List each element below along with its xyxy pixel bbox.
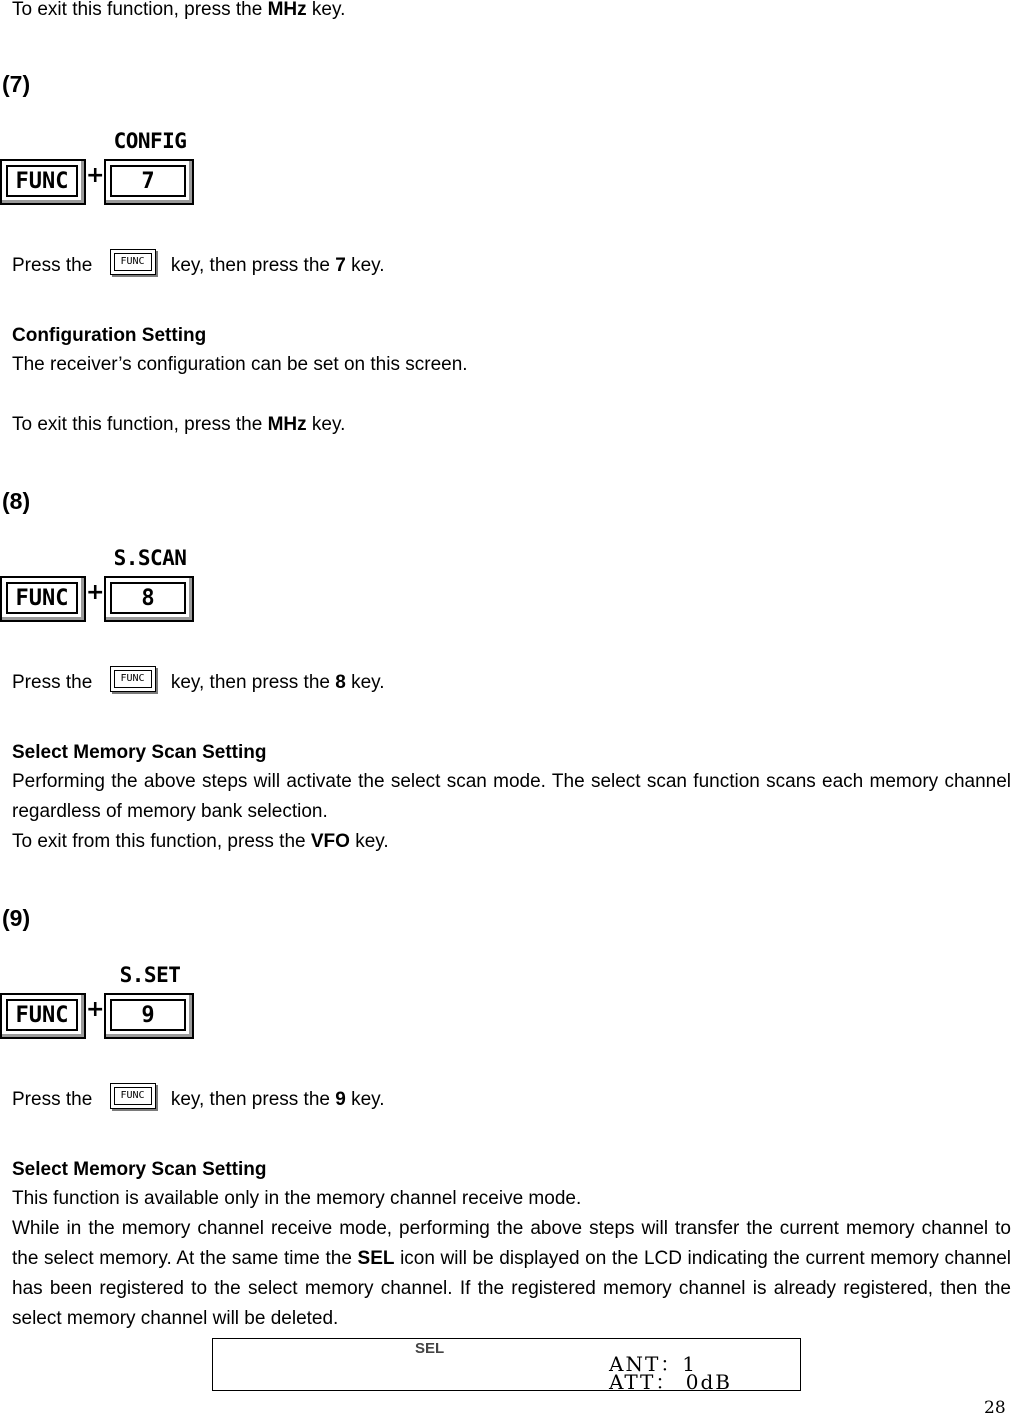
s-set-label: S.SET (119, 963, 181, 987)
section-9-press-instruction: Press the FUNC key, then press the 9 key. (12, 1085, 385, 1115)
section-9-description-1: This function is available only in the memory channel receive mode. (12, 1188, 582, 1209)
lcd-att-line: ATT： 0dB (609, 1370, 732, 1394)
s-scan-label: S.SCAN (113, 546, 187, 570)
key-7-icon: 7 (104, 159, 194, 205)
section-8-title: Select Memory Scan Setting (12, 742, 267, 763)
func-mini-key-icon: FUNC (110, 666, 156, 692)
lcd-ant-line: ANT：1 (609, 1352, 698, 1376)
lcd-display (212, 1338, 801, 1394)
func-mini-key-icon: FUNC (110, 1083, 156, 1109)
section-8-exit-instruction: To exit from this function, press the VFO key. (12, 831, 389, 852)
section-7-exit-instruction: To exit this function, press the MHz key. (12, 414, 346, 435)
section-7-title: Configuration Setting (12, 325, 207, 346)
key-8-icon: 8 (104, 576, 194, 622)
section-7-description: The receiver’s configuration can be set on this screen. (12, 354, 468, 375)
section-9-description-2: While in the memory channel receive mode, performing the above steps will transfer the current memory channel to the select memory. At the same time the SEL icon will be displayed on the LCD indicating the current memory channel has been registered to the select memory channel. If the registered memory channel is already registered, then the select memory channel will be deleted. (12, 1218, 1011, 1329)
top-exit-instruction: To exit this function, press the MHz key. (12, 0, 346, 20)
section-8-press-instruction: Press the FUNC key, then press the 8 key. (12, 668, 385, 698)
func-8-key-combo (0, 546, 196, 626)
section-7-number: (7) (2, 71, 31, 97)
plus-icon: + (86, 163, 105, 188)
lcd-sel-indicator: SEL (415, 1340, 445, 1357)
section-9-title: Select Memory Scan Setting (12, 1159, 267, 1180)
section-9-number: (9) (2, 905, 31, 931)
section-7-press-instruction: Press the FUNC key, then press the 7 key. (12, 251, 385, 281)
plus-icon: + (86, 997, 105, 1022)
func-mini-key-icon: FUNC (110, 249, 156, 275)
func-9-key-combo (0, 963, 196, 1043)
func-7-key-combo (0, 129, 196, 209)
section-8-number: (8) (2, 488, 31, 514)
plus-icon: + (86, 580, 105, 605)
section-8-description: Performing the above steps will activate the select scan mode. The select scan function scans each memory channel regardless of memory bank selection. (12, 771, 1011, 822)
func-key-icon: FUNC (0, 576, 86, 622)
func-key-icon: FUNC (0, 159, 86, 205)
key-9-icon: 9 (104, 993, 194, 1039)
page-number: 28 (984, 1398, 1006, 1418)
func-key-icon: FUNC (0, 993, 86, 1039)
config-label: CONFIG (113, 129, 187, 153)
